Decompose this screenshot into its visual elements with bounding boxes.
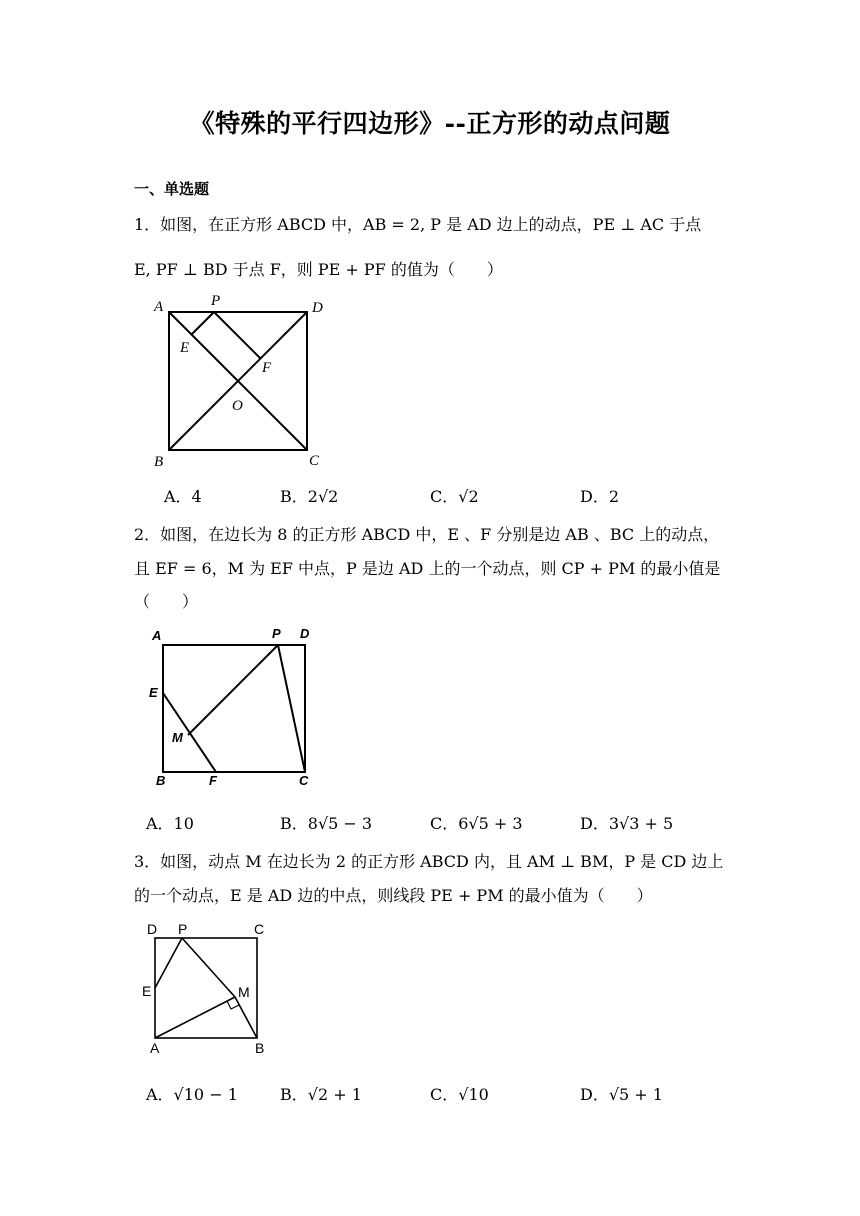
question-3-option-b[interactable]: B．√2 + 1	[280, 1085, 362, 1104]
segment-ep	[155, 938, 182, 988]
label-e: E	[180, 340, 190, 356]
segment-mp	[188, 645, 278, 735]
segment-pc	[278, 645, 305, 772]
label-f: F	[209, 773, 217, 788]
question-2-option-b[interactable]: B．8√5 − 3	[280, 814, 373, 833]
label-a: A	[154, 299, 164, 315]
segment-pm	[182, 938, 235, 997]
question-3-option-c[interactable]: C．√10	[430, 1085, 489, 1104]
label-e: E	[142, 983, 152, 999]
question-3-line-1: 3．如图，动点 M 在边长为 2 的正方形 ABCD 内，且 AM ⊥ BM，P 是 CD 边上	[134, 852, 724, 871]
label-p: P	[178, 921, 188, 937]
question-2-line-3: （ ）	[134, 592, 199, 611]
question-3-line-2: 的一个动点，E 是 AD 边的中点，则线段 PE + PM 的最小值为（ ）	[134, 886, 653, 905]
label-b: B	[255, 1040, 265, 1056]
label-c: C	[254, 921, 265, 937]
label-c: C	[309, 453, 320, 469]
page-title: 《特殊的平行四边形》--正方形的动点问题	[189, 109, 671, 138]
label-m: M	[172, 730, 183, 745]
label-p: P	[272, 626, 281, 641]
label-f: F	[262, 360, 272, 376]
label-p: P	[211, 293, 221, 309]
question-2-option-c[interactable]: C．6√5 + 3	[430, 814, 523, 833]
label-o: O	[232, 398, 243, 414]
question-1-figure	[148, 290, 338, 470]
label-a: A	[150, 1040, 160, 1056]
question-1-option-c[interactable]: C．√2	[430, 487, 479, 506]
label-d: D	[147, 921, 158, 937]
question-3-option-a[interactable]: A．√10 − 1	[146, 1085, 238, 1104]
section-heading: 一、单选题	[134, 180, 210, 198]
question-2-figure	[146, 624, 326, 789]
label-d: D	[300, 626, 310, 641]
question-2-line-2: 且 EF = 6，M 为 EF 中点，P 是边 AD 上的一个动点，则 CP + PM 的最小值是	[134, 559, 721, 578]
label-e: E	[149, 685, 158, 700]
segment-pf	[214, 312, 260, 358]
question-1-option-d[interactable]: D．2	[580, 487, 620, 506]
square-abcd	[163, 645, 305, 772]
question-1-option-b[interactable]: B．2√2	[280, 487, 339, 506]
label-d: D	[312, 300, 323, 316]
question-2-option-d[interactable]: D．3√3 + 5	[580, 814, 674, 833]
label-m: M	[238, 984, 250, 1000]
question-3-figure	[138, 916, 273, 1061]
question-2-option-a[interactable]: A．10	[146, 814, 194, 833]
label-b: B	[154, 454, 164, 470]
segment-bm	[235, 997, 257, 1038]
label-c: C	[299, 773, 309, 788]
label-a: A	[152, 628, 162, 643]
label-b: B	[156, 773, 166, 788]
question-3-option-d[interactable]: D．√5 + 1	[580, 1085, 663, 1104]
segment-pe	[191, 312, 214, 335]
segment-am	[155, 997, 235, 1038]
question-2-line-1: 2．如图，在边长为 8 的正方形 ABCD 中，E 、F 分别是边 AB 、BC 上的动点，	[134, 525, 720, 544]
question-1-option-a[interactable]: A．4	[164, 487, 202, 506]
question-1-line-1: 1．如图，在正方形 ABCD 中，AB = 2, P 是 AD 边上的动点，PE ⊥ AC 于点	[134, 215, 702, 234]
question-1-line-2: E, PF ⊥ BD 于点 F，则 PE + PF 的值为（ ）	[134, 260, 503, 279]
